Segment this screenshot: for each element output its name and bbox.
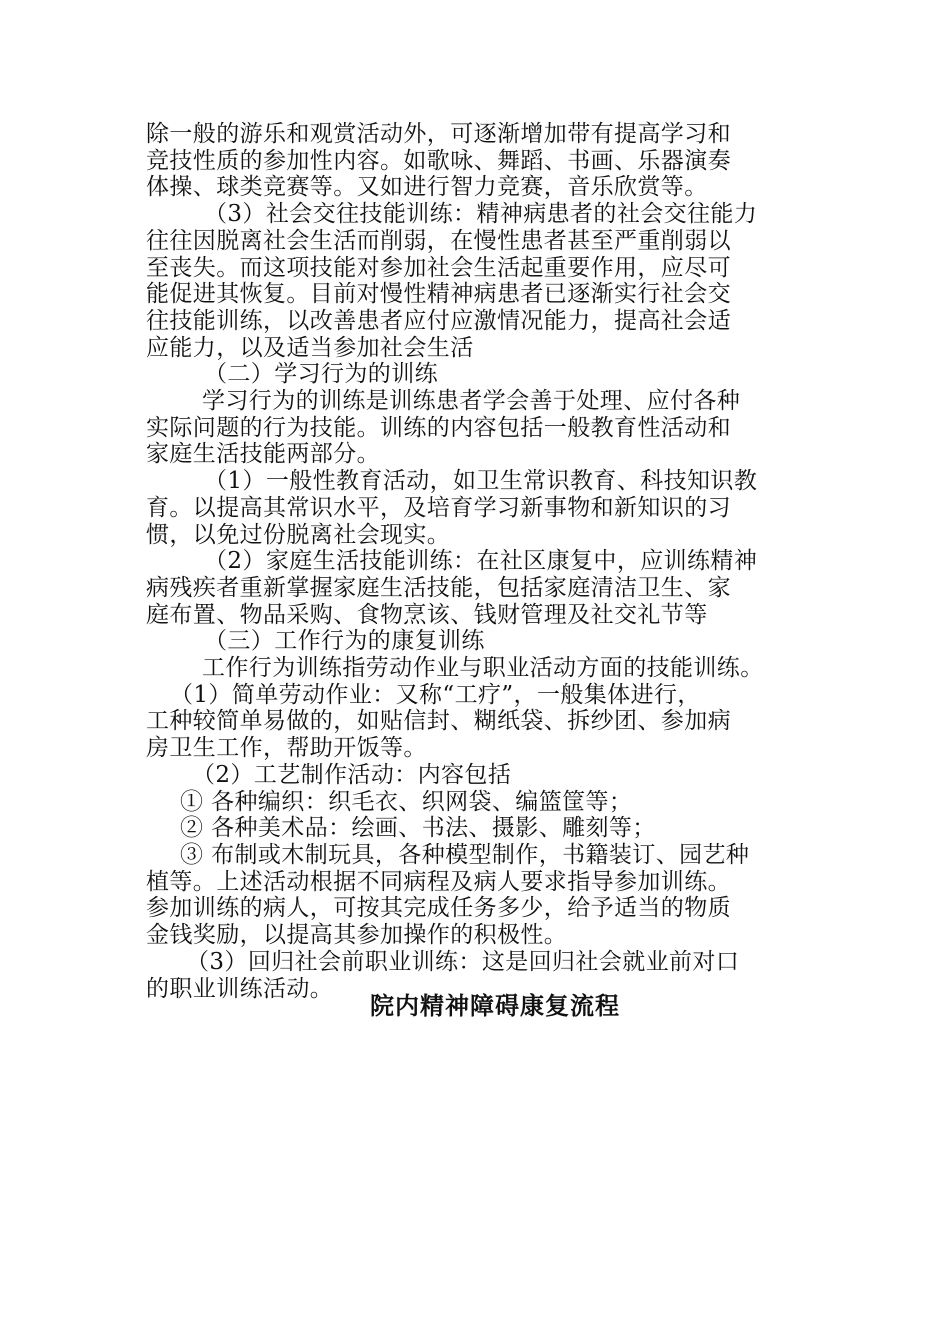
text-line: 除一般的游乐和观赏活动外，可逐渐增加带有提高学习和 [146,121,731,147]
document-body [146,121,808,1002]
text-line: 往技能训练，以改善患者应付应激情况能力，提高社会适 [146,307,731,334]
text-line: 往往因脱离社会生活而削弱，在慢性患者甚至严重削弱以 [146,227,731,254]
text-line: 应能力，以及适当参加社会生活 [146,334,474,361]
text-line: 病残疾者重新掌握家庭生活技能，包括家庭清洁卫生、家 [146,574,731,601]
text-line: （三）工作行为的康复训练 [204,628,485,655]
text-line: 体操、球类竞赛等。又如进行智力竞赛，音乐欣赏等。 [146,174,708,201]
text-line: 能促进其恢复。目前对慢性精神病患者已逐渐实行社会交 [146,281,731,308]
text-line: 参加训练的病人，可按其完成任务多少，给予适当的物质 [146,895,731,922]
text-line: （2）家庭生活技能训练：在社区康复中，应训练精神 [204,548,758,575]
text-line: 的职业训练活动。 [146,975,334,1002]
text-line: 房卫生工作，帮助开饭等。 [146,735,427,762]
text-line: 家庭生活技能两部分。 [146,441,380,468]
text-line: （二）学习行为的训练 [204,361,438,388]
text-line: 工作行为训练指劳动作业与职业活动方面的技能训练。 [202,655,764,682]
text-line: ③ 布制或木制玩具，各种模型制作，书籍装订、园艺种 [180,841,750,868]
text-line: 育。以提高其常识水平，及培育学习新事物和新知识的习 [146,494,731,521]
text-line: （1）一般性教育活动，如卫生常识教育、科技知识教 [204,468,758,495]
text-line: 至丧失。而这项技能对参加社会生活起重要作用，应尽可 [146,254,731,281]
text-line: ① 各种编织：织毛衣、织网袋、编篮筐等； [180,788,633,815]
text-line: 实际问题的行为技能。训练的内容包括一般教育性活动和 [146,414,731,441]
text-line: 竞技性质的参加性内容。如歌咏、舞蹈、书画、乐器演奏 [146,147,731,174]
text-line: 学习行为的训练是训练患者学会善于处理、应付各种 [202,388,741,415]
text-line: （3）社会交往技能训练：精神病患者的社会交往能力 [204,201,758,228]
text-line: 金钱奖励，以提高其参加操作的积极性。 [146,922,568,949]
text-line: 惯，以免过份脱离社会现实。 [146,521,451,548]
text-line: 工种较简单易做的，如贴信封、糊纸袋、拆纱团、参加病 [146,708,731,735]
section-heading: 院内精神障碍康复流程 [370,992,620,1020]
text-line: 植等。上述活动根据不同病程及病人要求指导参加训练。 [146,868,731,895]
text-line: （3）回归社会前职业训练：这是回归社会就业前对口 [186,948,740,975]
text-line: ② 各种美术品：绘画、书法、摄影、雕刻等； [180,815,656,842]
text-line: 庭布置、物品采购、食物烹该、钱财管理及社交礼节等 [146,601,708,628]
text-line: （2）工艺制作活动：内容包括 [192,761,512,788]
text-line: （1）简单劳动作业：又称“工疗”，一般集体进行， [170,681,701,708]
